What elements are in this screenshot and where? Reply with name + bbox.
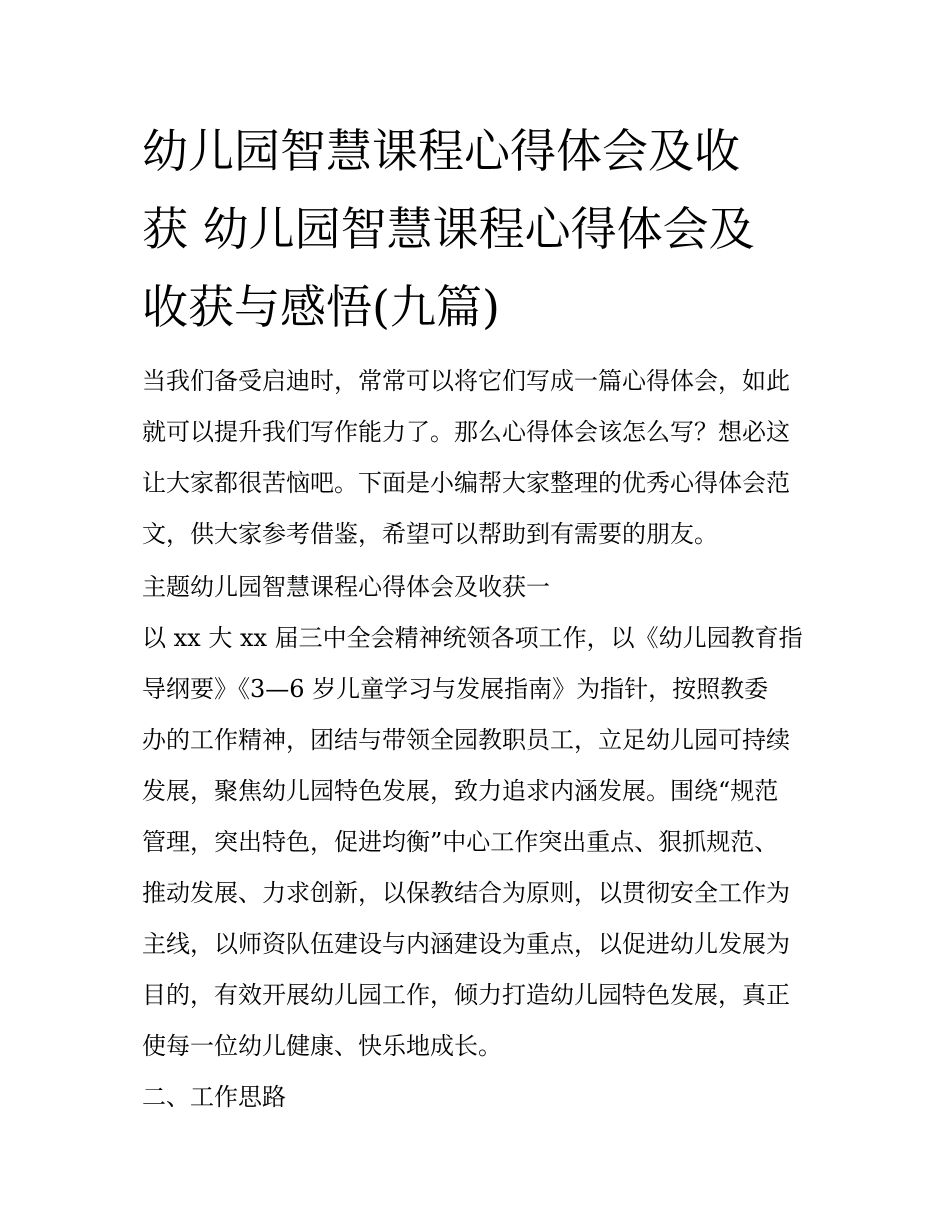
paragraph-line: 管理，突出特色，促进均衡”中心工作突出重点、狠抓规范、	[142, 828, 779, 856]
paragraph-line: 推动发展、力求创新，以保教结合为原则，以贯彻安全工作为	[142, 879, 790, 907]
document-title	[142, 112, 814, 346]
paragraph-line: 办的工作精神，团结与带领全园教职员工，立足幼儿园可持续	[142, 726, 790, 754]
subheading: 二、工作思路	[142, 1083, 286, 1111]
paragraph-line: 发展，聚焦幼儿园特色发展，致力追求内涵发展。围绕“规范	[142, 777, 779, 805]
intro-paragraph	[142, 356, 814, 560]
main-paragraph	[142, 613, 814, 1072]
paragraph-line: 主线，以师资队伍建设与内涵建设为重点，以促进幼儿发展为	[142, 930, 790, 958]
title-line: 收获与感悟(九篇)	[142, 280, 500, 334]
paragraph-line: 目的，有效开展幼儿园工作，倾力打造幼儿园特色发展，真正	[142, 981, 790, 1009]
intro-line: 就可以提升我们写作能力了。那么心得体会该怎么写？想必这	[142, 418, 790, 446]
paragraph-line: 以 xx 大 xx 届三中全会精神统领各项工作，以《幼儿园教育指	[142, 624, 803, 652]
paragraph-line: 使每一位幼儿健康、快乐地成长。	[142, 1032, 502, 1060]
section-title: 主题幼儿园智慧课程心得体会及收获一	[142, 573, 550, 601]
title-line: 幼儿园智慧课程心得体会及收	[142, 124, 740, 178]
document-body	[142, 356, 814, 1123]
intro-line: 文，供大家参考借鉴，希望可以帮助到有需要的朋友。	[142, 520, 718, 548]
intro-line: 当我们备受启迪时，常常可以将它们写成一篇心得体会，如此	[142, 367, 790, 395]
intro-line: 让大家都很苦恼吧。下面是小编帮大家整理的优秀心得体会范	[142, 469, 790, 497]
document-content	[142, 112, 814, 1123]
title-line: 获 幼儿园智慧课程心得体会及	[142, 202, 755, 256]
paragraph-line: 导纲要》《3—6 岁儿童学习与发展指南》为指针，按照教委	[142, 675, 769, 703]
